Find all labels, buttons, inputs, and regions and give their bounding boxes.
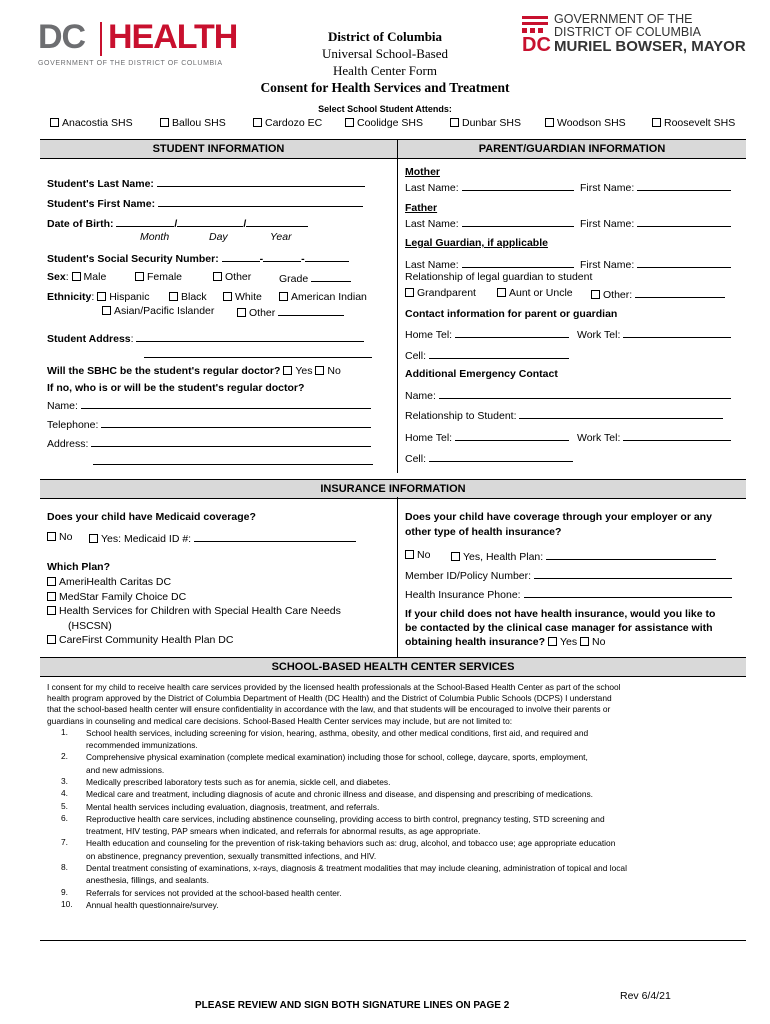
service-text-line: Annual health questionnaire/survey. [86, 899, 219, 910]
case-manager-question-2: be contacted by the clinical case manager for assistance with [405, 622, 713, 634]
service-text-line: Mental health services including evaluation, diagnosis, treatment, and referrals. [86, 801, 380, 812]
insurance-phone-input[interactable] [524, 587, 732, 598]
service-text-line: Health education and counseling for the prevention of risk-taking behaviors such as: drug, alcohol, and tobacco use; age appropriate education [86, 838, 616, 849]
ssn-input-2[interactable] [263, 251, 301, 262]
checkbox-icon [72, 272, 81, 281]
checkbox-icon [591, 290, 600, 299]
aunt-uncle-label: Aunt or Uncle [509, 287, 573, 299]
school-label: Ballou SHS [172, 117, 226, 129]
school-label: Anacostia SHS [62, 117, 133, 129]
asian-label: Asian/Pacific Islander [114, 305, 215, 317]
mother-first-name-input[interactable] [637, 180, 731, 191]
logo-subtitle: GOVERNMENT OF THE DISTRICT OF COLUMBIA [38, 60, 223, 67]
checkbox-icon [237, 308, 246, 317]
case-manager-yes-option[interactable] [548, 636, 577, 648]
school-option-cardozo[interactable] [253, 117, 322, 129]
checkbox-icon [47, 592, 56, 601]
ssn-input-3[interactable] [305, 251, 349, 262]
service-number: 3. [61, 776, 68, 786]
mother-last-name-label: Last Name: [405, 182, 459, 194]
checkbox-icon [253, 118, 262, 127]
logo-health: HEALTH [108, 18, 238, 56]
service-text-line: Medically prescribed laboratory tests such as for anemia, sickle cell, and diabetes. [86, 777, 391, 787]
sex-male-option[interactable] [72, 271, 107, 283]
service-number: 4. [61, 788, 68, 799]
no-label: No [327, 365, 341, 377]
school-label: Roosevelt SHS [664, 117, 736, 129]
insurance-phone-label: Health Insurance Phone: [405, 589, 521, 601]
yes-plan-label: Yes, Health Plan: [463, 551, 544, 563]
american-indian-label: American Indian [291, 291, 367, 303]
checkbox-icon [50, 118, 59, 127]
hispanic-label: Hispanic [109, 291, 150, 303]
aunt-uncle-option[interactable] [497, 287, 573, 299]
guardian-relationship-label: Relationship of legal guardian to student [405, 271, 593, 283]
dob-day-input[interactable] [177, 216, 243, 227]
regular-doctor-question: If no, who is or will be the student's regular doctor? [47, 382, 305, 394]
address-input-1[interactable] [136, 331, 364, 342]
service-number: 10. [61, 898, 73, 909]
emergency-name-label: Name: [405, 390, 436, 402]
school-option-coolidge[interactable] [345, 117, 423, 129]
service-number: 7. [61, 837, 68, 848]
plan-option-amerihealth[interactable] [47, 575, 392, 590]
cell-input[interactable] [429, 348, 569, 359]
other-label: Other [225, 271, 252, 283]
work-tel-label: Work Tel: [577, 329, 621, 341]
services-header: SCHOOL-BASED HEALTH CENTER SERVICES [40, 657, 746, 677]
checkbox-icon [223, 292, 232, 301]
checkbox-icon [47, 606, 56, 615]
legal-guardian-heading: Legal Guardian, if applicable [405, 237, 548, 249]
grade-field [279, 271, 351, 285]
guardian-first-name-label: First Name: [580, 259, 635, 271]
address-input-2[interactable] [144, 347, 372, 358]
which-plan-label: Which Plan? [47, 561, 110, 573]
service-item [47, 788, 747, 800]
grade-input[interactable] [311, 271, 351, 282]
sbhc-no-option[interactable] [315, 365, 340, 377]
title-line-2: Universal School-Based [321, 46, 448, 61]
employer-question-2: other type of health insurance? [405, 526, 562, 538]
ethnicity-other-option[interactable] [237, 305, 344, 319]
services-bottom-border [40, 940, 746, 941]
relationship-to-student-input[interactable] [519, 408, 723, 419]
checkbox-icon [345, 118, 354, 127]
service-item [47, 727, 747, 752]
sbhc-yes-option[interactable] [283, 365, 312, 377]
sex-other-option[interactable] [213, 271, 251, 283]
intro-line: health program approved by the District of Columbia Department of Health (DC Health) and the District of Columbia Public Schools (DCPS) I understand [47, 693, 612, 704]
school-label: Dunbar SHS [462, 117, 521, 129]
health-plan-input[interactable] [546, 549, 716, 560]
service-text-line: treatment, HIV testing, PAP smears when indicated, and referrals for abnormal results, as age appropriate. [86, 826, 481, 837]
parent-info-header: PARENT/GUARDIAN INFORMATION [398, 139, 746, 159]
mother-heading: Mother [405, 166, 440, 178]
doctor-name-input[interactable] [81, 398, 371, 409]
title-line-3: Health Center Form [333, 63, 437, 78]
member-id-input[interactable] [534, 568, 732, 579]
services-list [47, 727, 747, 911]
column-divider [397, 139, 398, 473]
doctor-telephone-label: Telephone: [47, 419, 99, 431]
services-body [47, 682, 747, 911]
no-label: No [59, 531, 73, 543]
medicaid-id-input[interactable] [194, 531, 356, 542]
female-label: Female [147, 271, 183, 283]
guardian-first-name-input[interactable] [637, 257, 731, 268]
plan-option-carefirst[interactable] [47, 633, 392, 648]
rel-other-label: Other: [603, 289, 633, 301]
plan-option-medstar[interactable] [47, 590, 392, 605]
service-text-line: and new admissions. [86, 764, 165, 775]
year-caption: Year [270, 231, 292, 243]
service-item [47, 776, 747, 788]
service-text-line: Medical care and treatment, including diagnosis of acute and chronic illness and disease, and dispensing and prescribing of medications. [86, 789, 593, 800]
checkbox-icon [545, 118, 554, 127]
medicaid-yes-option[interactable] [89, 531, 356, 545]
emergency-cell-input[interactable] [429, 451, 573, 462]
employer-no-option[interactable] [405, 549, 430, 561]
mayor-name: MURIEL BOWSER, MAYOR [554, 38, 746, 55]
male-label: Male [83, 271, 107, 283]
service-text-line: recommended immunizations. [86, 740, 198, 751]
other-eth-label: Other [249, 307, 276, 319]
school-option-ballou[interactable] [160, 117, 226, 129]
service-text-line: on abstinence, pregnancy prevention, sexually transmitted infections, and HIV. [86, 850, 377, 861]
case-manager-question-3: obtaining health insurance? [405, 636, 546, 648]
guardian-last-name-input[interactable] [462, 257, 574, 268]
yes-label: Yes [295, 365, 313, 377]
logo-dc: DC [38, 18, 86, 56]
checkbox-icon [497, 288, 506, 297]
emergency-work-tel-label: Work Tel: [577, 432, 621, 444]
member-id-label: Member ID/Policy Number: [405, 570, 532, 582]
school-option-roosevelt[interactable] [652, 117, 735, 129]
emergency-home-tel-label: Home Tel: [405, 432, 453, 444]
emergency-name-input[interactable] [439, 388, 731, 399]
checkbox-icon [102, 306, 111, 315]
service-text-line: Reproductive health care services, including abstinence counseling, providing access to birth control, pregnancy testing, STD screening and [86, 813, 605, 824]
service-number: 6. [61, 812, 68, 823]
plan-label: MedStar Family Choice DC [59, 590, 187, 603]
father-heading: Father [405, 202, 438, 214]
doctor-address-input-1[interactable] [91, 436, 371, 447]
service-number: 1. [61, 726, 68, 737]
grade-label: Grade [279, 273, 309, 285]
title-line-4: Consent for Health Services and Treatment [260, 80, 510, 95]
contact-info-heading: Contact information for parent or guardian [405, 308, 618, 320]
home-tel-label: Home Tel: [405, 329, 453, 341]
gov-line-2: DISTRICT OF COLUMBIA [554, 25, 702, 39]
guardian-last-name-label: Last Name: [405, 259, 459, 271]
relationship-other-option[interactable] [591, 287, 725, 301]
grandparent-option[interactable] [405, 287, 476, 299]
plan-label: AmeriHealth Caritas DC [59, 576, 172, 588]
service-text-line: Comprehensive physical examination (complete medical examination) including those for school, college, daycare, sports, employment, [86, 752, 588, 763]
doctor-address-label: Address: [47, 438, 89, 450]
services-intro [47, 682, 747, 727]
checkbox-icon [135, 272, 144, 281]
school-label: Cardozo EC [265, 117, 323, 129]
checkbox-icon [169, 292, 178, 301]
relationship-to-student-label: Relationship to Student: [405, 410, 517, 422]
ethnicity-asian-option[interactable] [102, 305, 214, 317]
checkbox-icon [97, 292, 106, 301]
service-text-line: anesthesia, fillings, and sealants. [86, 875, 209, 886]
white-label: White [235, 291, 262, 303]
home-tel-input[interactable] [455, 327, 569, 338]
mayor-dc: DC [522, 34, 551, 56]
checkbox-icon [160, 118, 169, 127]
school-select-label: Select School Student Attends: [318, 104, 452, 114]
checkbox-icon [47, 577, 56, 586]
last-name-label: Student's Last Name: [47, 178, 154, 190]
checkbox-icon [405, 550, 414, 559]
checkbox-icon [89, 534, 98, 543]
dob-month-input[interactable] [116, 216, 174, 227]
ssn-label: Student's Social Security Number: [47, 253, 219, 265]
cell-label: Cell: [405, 350, 427, 362]
father-first-name-input[interactable] [637, 216, 731, 227]
school-option-anacostia[interactable] [50, 117, 133, 129]
service-item [47, 899, 747, 911]
revision-date: Rev 6/4/21 [620, 990, 671, 1002]
service-text-line: Referrals for services not provided at the school-based health center. [86, 887, 342, 898]
yes-label: Yes [559, 636, 578, 648]
doctor-address-input-2[interactable] [93, 454, 373, 465]
checkbox-icon [47, 635, 56, 644]
father-last-name-label: Last Name: [405, 218, 459, 230]
checkbox-icon [283, 366, 292, 375]
sex-label: Sex [47, 271, 66, 283]
dob-year-input[interactable] [246, 216, 308, 227]
hscsn-label: (HSCSN) [68, 619, 112, 632]
ethnicity-white-option[interactable] [223, 291, 262, 303]
intro-line: guardians in counseling and medical care decisions. School-Based Health Center services may include, but are not limited to: [47, 715, 513, 726]
black-label: Black [181, 291, 207, 303]
service-number: 9. [61, 886, 68, 897]
yes-medicaid-label: Yes: Medicaid ID #: [101, 533, 192, 545]
service-number: 8. [61, 862, 68, 873]
ethnicity-american-indian-option[interactable] [279, 291, 367, 303]
insurance-divider [397, 497, 398, 657]
mother-last-name-input[interactable] [462, 180, 574, 191]
service-item [47, 837, 747, 862]
no-label: No [417, 549, 431, 561]
checkbox-icon [315, 366, 324, 375]
address-label: Student Address [47, 333, 131, 345]
ethnicity-black-option[interactable] [169, 291, 207, 303]
plan-option-hscsn[interactable] [47, 604, 392, 619]
employer-yes-option[interactable] [451, 549, 716, 563]
checkbox-icon [450, 118, 459, 127]
school-option-woodson[interactable] [545, 117, 626, 129]
intro-line: I consent for my child to receive health care services provided by the licensed health professionals at the School-Based Health Center as part of the school [47, 682, 621, 692]
gov-line-1: GOVERNMENT OF THE [554, 12, 693, 26]
service-item [47, 813, 747, 838]
grandparent-label: Grandparent [417, 287, 476, 299]
medicaid-no-option[interactable] [47, 531, 72, 543]
service-number: 5. [61, 800, 68, 811]
dob-label: Date of Birth: [47, 218, 114, 230]
emergency-contact-heading: Additional Emergency Contact [405, 368, 558, 380]
father-first-name-label: First Name: [580, 218, 635, 230]
work-tel-input[interactable] [623, 327, 731, 338]
title-line-1: District of Columbia [327, 29, 443, 44]
case-manager-question-1: If your child does not have health insurance, would you like to [405, 608, 716, 620]
ethnicity-hispanic-option[interactable] [97, 291, 149, 303]
signature-note: PLEASE REVIEW AND SIGN BOTH SIGNATURE LINES ON PAGE 2 [195, 1000, 510, 1011]
checkbox-icon [580, 637, 589, 646]
school-label: Woodson SHS [557, 117, 626, 129]
sex-female-option[interactable] [135, 271, 182, 283]
case-manager-no-option[interactable] [580, 636, 605, 648]
sbhc-question: Will the SBHC be the student's regular doctor? [47, 365, 281, 377]
school-option-dunbar[interactable] [450, 117, 521, 129]
service-number: 2. [61, 751, 68, 762]
no-label: No [592, 636, 606, 648]
day-caption: Day [209, 231, 228, 243]
emergency-home-tel-input[interactable] [455, 430, 569, 441]
service-text-line: Dental treatment consisting of examinations, x-rays, diagnosis & treatment modalities that may include cleaning, administration of topical and local [86, 863, 627, 874]
plan-label: Health Services for Children with Special Health Care Needs [59, 605, 341, 617]
service-item [47, 751, 747, 776]
mayor-logo [522, 12, 752, 58]
service-text-line: School health services, including screening for vision, hearing, asthma, obesity, and other medical conditions, first aid, and required and [86, 727, 589, 738]
insurance-header: INSURANCE INFORMATION [40, 479, 746, 499]
checkbox-icon [213, 272, 222, 281]
emergency-cell-label: Cell: [405, 453, 427, 465]
medicaid-question: Does your child have Medicaid coverage? [47, 511, 256, 523]
service-item [47, 862, 747, 887]
employer-question-1: Does your child have coverage through your employer or any [405, 511, 712, 523]
doctor-telephone-input[interactable] [101, 417, 371, 428]
other-ethnicity-input[interactable] [278, 305, 344, 316]
ethnicity-label: Ethnicity [47, 291, 92, 303]
checkbox-icon [279, 292, 288, 301]
month-caption: Month [140, 231, 170, 243]
service-item [47, 801, 747, 813]
checkbox-icon [652, 118, 661, 127]
last-name-input[interactable] [157, 176, 365, 187]
ssn-input-1[interactable] [222, 251, 260, 262]
doctor-name-label: Name: [47, 400, 78, 412]
plan-label: CareFirst Community Health Plan DC [59, 634, 234, 646]
mother-first-name-label: First Name: [580, 182, 635, 194]
checkbox-icon [548, 637, 557, 646]
student-info-header: STUDENT INFORMATION [40, 139, 397, 159]
father-last-name-input[interactable] [462, 216, 574, 227]
first-name-input[interactable] [158, 196, 363, 207]
checkbox-icon [451, 552, 460, 561]
first-name-label: Student's First Name: [47, 198, 156, 210]
relationship-other-input[interactable] [635, 287, 725, 298]
intro-line: that the school-based health center will ensure confidentiality in accordance with the law, and that students will be encouraged to involve their parents or [47, 704, 611, 715]
school-label: Coolidge SHS [357, 117, 423, 129]
emergency-work-tel-input[interactable] [623, 430, 731, 441]
checkbox-icon [47, 532, 56, 541]
service-item [47, 887, 747, 899]
checkbox-icon [405, 288, 414, 297]
